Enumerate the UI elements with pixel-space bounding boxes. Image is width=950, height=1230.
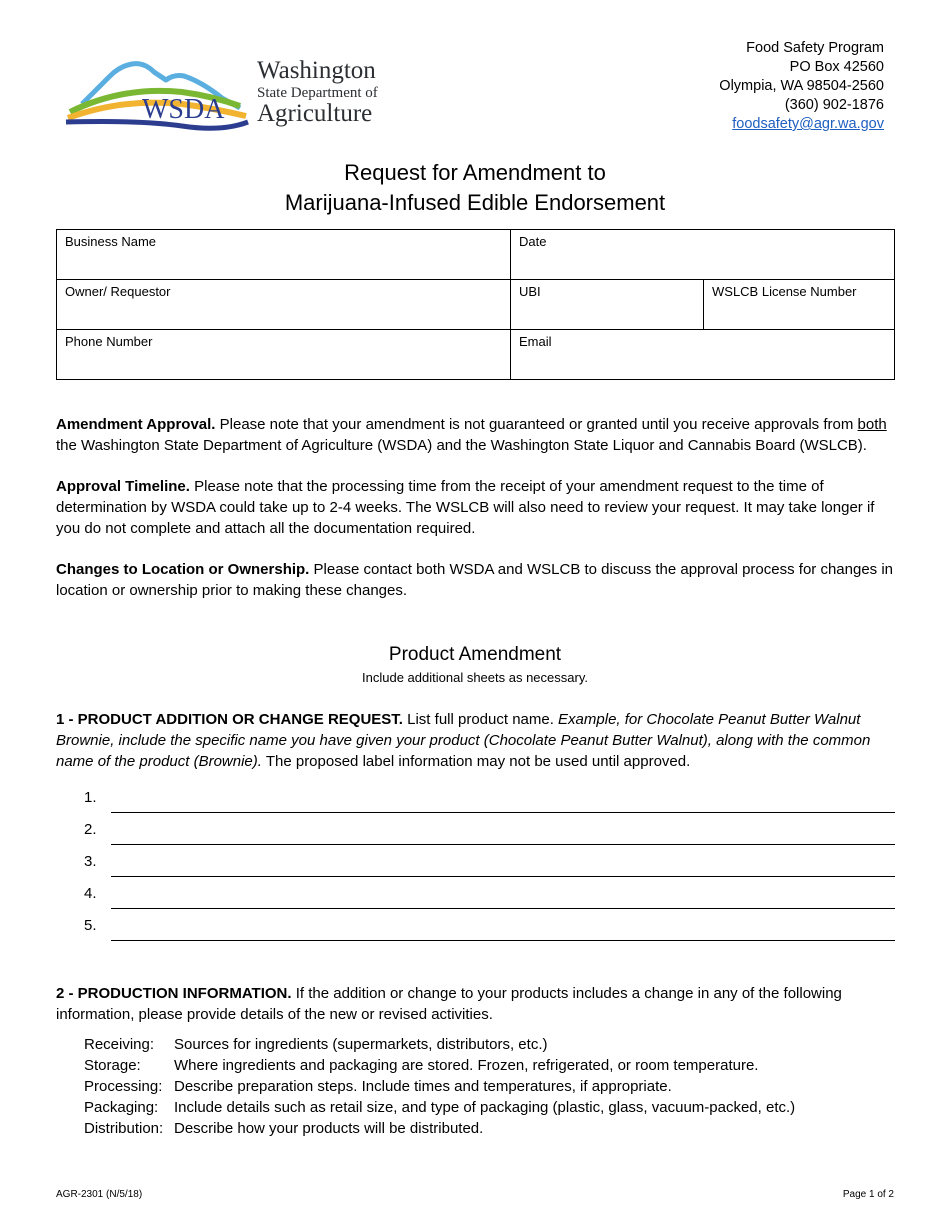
activity-key: Packaging: [84, 1099, 159, 1116]
approval-text-a: Please note that your amendment is not guaranteed or granted until you receive approvals from [215, 416, 858, 433]
activity-row [84, 1118, 795, 1139]
business-name-field[interactable]: Business Name [57, 230, 511, 280]
changes-text: Please contact both WSDA and WSLCB to discuss the approval process for changes in location or ownership prior to making these changes. [56, 561, 893, 599]
changes-notice [56, 559, 898, 601]
timeline-notice [56, 476, 898, 539]
product-amendment-subtitle: Include additional sheets as necessary. [362, 670, 588, 685]
activity-key: Processing: [84, 1078, 163, 1095]
page-number: Page 1 of 2 [842, 1189, 894, 1200]
q2-intro: If the addition or change to your products includes a change in any of the following information, please provide details of the new or revised activities. [56, 985, 842, 1023]
activity-desc: Include details such as retail size, and type of packaging (plastic, glass, vacuum-packed, etc.) [174, 1099, 796, 1116]
activity-row [84, 1055, 795, 1076]
product-line-1[interactable] [84, 789, 895, 813]
activities-list [84, 1034, 795, 1139]
activity-key: Distribution: [84, 1120, 164, 1137]
logo-line3: Agriculture [257, 100, 373, 127]
activity-desc: Describe preparation steps. Include times and temperatures, if appropriate. [174, 1078, 672, 1095]
line-number: 4. [84, 885, 97, 902]
title-line2: Marijuana-Infused Edible Endorsement [284, 190, 666, 215]
product-line-3[interactable] [84, 853, 895, 877]
timeline-label: Approval Timeline. [56, 478, 190, 495]
document-title [0, 158, 950, 218]
q1-tail: The proposed label information may not be used until approved. [261, 753, 691, 770]
date-field[interactable]: Date [511, 230, 895, 280]
timeline-text: Please note that the processing time from the receipt of your amendment request to the time of determination by WSDA could take up to 2-4 weeks. The WSLCB will also need to review your request. It may take longer if you do not complete and attach all the documentation required. [56, 478, 875, 537]
owner-field[interactable]: Owner/ Requestor [57, 280, 511, 330]
logo-abbr: WSDA [142, 94, 225, 125]
logo-line1: Washington [257, 57, 376, 84]
logo-line2: State Department of [257, 85, 378, 101]
license-field[interactable]: WSLCB License Number [704, 280, 895, 330]
approval-both: both [857, 416, 887, 433]
activity-desc: Where ingredients and packaging are stored. Frozen, refrigerated, or room temperature. [174, 1057, 759, 1074]
product-line-2[interactable] [84, 821, 895, 845]
line-number: 2. [84, 821, 97, 838]
logo-wordmark [257, 58, 378, 126]
business-info-table [56, 229, 895, 380]
changes-label: Changes to Location or Ownership. [56, 561, 310, 578]
activity-row [84, 1097, 795, 1118]
line-number: 3. [84, 853, 97, 870]
q2-label: 2 - PRODUCTION INFORMATION. [56, 985, 292, 1002]
title-line1: Request for Amendment to [344, 160, 606, 185]
ubi-field[interactable]: UBI [511, 280, 704, 330]
activity-key: Storage: [84, 1057, 141, 1074]
po-box: PO Box 42560 [789, 59, 884, 75]
product-line-5[interactable] [84, 917, 895, 941]
q1-intro: List full product name. [402, 711, 559, 728]
email-link[interactable]: foodsafety@agr.wa.gov [732, 116, 884, 132]
product-amendment-title: Product Amendment [388, 644, 562, 665]
approval-notice [56, 414, 898, 456]
approval-label: Amendment Approval. [56, 416, 216, 433]
form-id: AGR-2301 (N/5/18) [56, 1189, 143, 1200]
phone-line: (360) 902-1876 [784, 97, 884, 113]
q1-text [56, 709, 898, 772]
address-block [719, 39, 884, 134]
product-line-4[interactable] [84, 885, 895, 909]
line-number: 1. [84, 789, 97, 806]
line-number: 5. [84, 917, 97, 934]
q2-text [56, 983, 898, 1025]
email-field[interactable]: Email [511, 330, 895, 380]
city-line: Olympia, WA 98504-2560 [719, 78, 884, 94]
program-name: Food Safety Program [746, 40, 884, 56]
q1-label: 1 - PRODUCT ADDITION OR CHANGE REQUEST. [56, 711, 403, 728]
activity-row [84, 1034, 795, 1055]
activity-desc: Describe how your products will be distributed. [174, 1120, 484, 1137]
activity-desc: Sources for ingredients (supermarkets, distributors, etc.) [174, 1036, 548, 1053]
approval-text-b: the Washington State Department of Agriculture (WSDA) and the Washington State Liquor and Cannabis Board (WSLCB). [56, 437, 867, 454]
phone-field[interactable]: Phone Number [57, 330, 511, 380]
activity-row [84, 1076, 795, 1097]
activity-key: Receiving: [84, 1036, 155, 1053]
q1-example: Example, for Chocolate Peanut Butter Walnut Brownie, include the specific name you have given your product (Chocolate Peanut Butter Walnut), along with the common name of the product (Brownie). [56, 711, 871, 770]
